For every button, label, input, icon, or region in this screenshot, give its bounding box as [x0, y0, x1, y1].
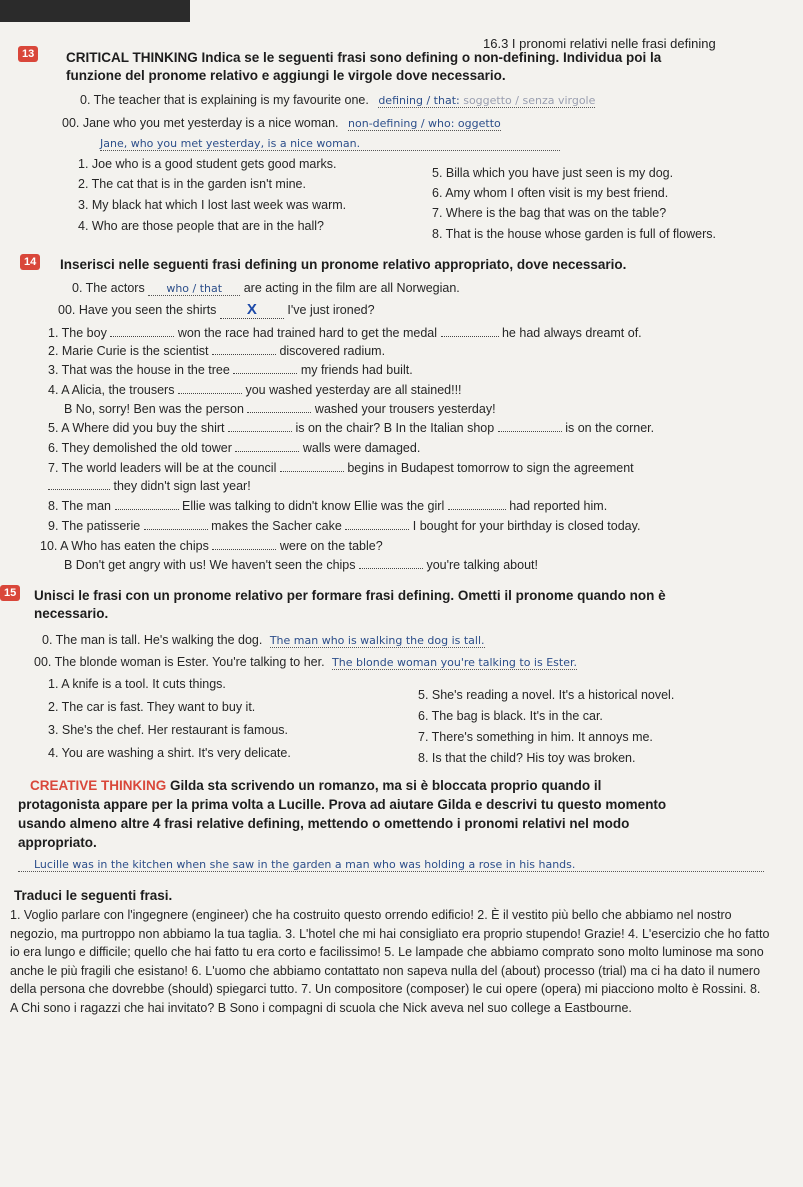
ex15-item-3: 3. She's the chef. Her restaurant is famous.: [48, 723, 289, 737]
ex14-item-1-c: he had always dreamt of.: [501, 326, 642, 340]
ex14-item-1-b: won the race had trained hard to get the medal: [177, 326, 438, 340]
ex14-item-10-d: you're talking about!: [426, 558, 538, 572]
ex14-item-3: [48, 362, 413, 377]
ex16-instruction-line2: protagonista appare per la prima volta a Lucille. Prova ad aiutare Gilda e descrivi tu questo momento: [18, 797, 667, 812]
ex15-number: 15: [0, 585, 20, 601]
ex15-item-6: 6. The bag is black. It's in the car.: [418, 709, 603, 723]
answer-blank[interactable]: [247, 401, 311, 413]
answer-blank[interactable]: [228, 420, 292, 432]
ex14-item-10a: [40, 538, 383, 553]
ex13-item-7: 7. Where is the bag that was on the table?: [432, 206, 667, 220]
ex14-example00-answer: X: [246, 301, 257, 318]
ex13-item-2: 2. The cat that is in the garden isn't mine.: [78, 177, 306, 191]
ex15-item-7: 7. There's something in him. It annoys me.: [418, 730, 653, 744]
answer-blank[interactable]: [178, 382, 242, 394]
ex13-tag: CRITICAL THINKING: [66, 50, 198, 65]
ex14-item-10-b: were on the table?: [279, 539, 383, 553]
ex17-text: 1. Voglio parlare con l'ingegnere (engineer) che ha costruito questo orrendo edificio! 2. È il vestito più bello che abbiamo nel nostro negozio, ma purtroppo non abbiamo la tua taglia. 3. L'hotel che mi hai consigliato era proprio stupendo! Grazie! 4. L'esercizio che ho fatto io era lungo e difficile; quello che hai fatto tu era corto e facilissimo! 5. Le lampade che abbiamo comprato sono molto luminose ma sono anche le più fragili che esistano! 6. L'uomo che abbiamo contattato non sapeva nulla del (about) processo (trial) ma ci ha dato il numero della persona che dovrebbe (should) spiegarci tutto. 7. Un compositore (composer) le cui opere (opera) mi piacciono molto è Rossini. 8. A Chi sono i ragazzi che hai invitato? B Sono i compagni di scuola che Nick aveva nel suo college a Eastbourne.: [10, 908, 770, 1015]
answer-blank[interactable]: [359, 557, 423, 569]
ex13-instruction-text: Indica se le seguenti frasi sono defining o non-defining. Individua poi la: [201, 50, 662, 65]
ex14-item-10-a: 10. A Who has eaten the chips: [40, 539, 209, 553]
ex14-item-9: [48, 518, 640, 533]
section-title: 16.3 I pronomi relativi nelle frasi defining: [483, 36, 716, 51]
ex14-item-4-b: you washed yesterday are all stained!!!: [245, 383, 462, 397]
ex16-instruction-line1: [30, 778, 601, 793]
ex14-item-7b: [48, 478, 251, 493]
ex13-item-6: 6. Amy whom I often visit is my best friend.: [432, 186, 669, 200]
ex14-number-badge: [20, 252, 40, 270]
ex13-instruction-line2: funzione del pronome relativo e aggiungi le virgole dove necessario.: [66, 68, 506, 83]
ex14-item-3-b: my friends had built.: [300, 363, 413, 377]
ex14-example0-b: are acting in the film are all Norwegian.: [243, 281, 460, 295]
ex15-example00-answer: The blonde woman you're talking to is Ester.: [332, 656, 577, 669]
ex14-example00-a: 00. Have you seen the shirts: [58, 303, 217, 317]
ex15-example0-answer: The man who is walking the dog is tall.: [269, 634, 485, 647]
ex15-number-badge: [0, 583, 20, 601]
ex14-item-8: [48, 498, 607, 513]
ex14-item-9-a: 9. The patisserie: [48, 519, 141, 533]
ex14-item-8-b: Ellie was talking to didn't know Ellie was the girl: [181, 499, 445, 513]
ex13-example0-sentence: 0. The teacher that is explaining is my favourite one.: [80, 93, 369, 107]
answer-blank[interactable]: [235, 440, 299, 452]
ex14-number: 14: [20, 254, 40, 270]
ex14-item-4-c: B No, sorry! Ben was the person: [64, 402, 244, 416]
ex13-example0-answer: defining / that: soggetto / senza virgole: [378, 94, 596, 107]
ex15-instruction-line1: Unisci le frasi con un pronome relativo per formare frasi defining. Ometti il pronome quando non è: [34, 588, 666, 603]
ex13-example0: [80, 93, 595, 107]
ex14-item-2-b: discovered radium.: [279, 344, 386, 358]
ex16-answer-line: [18, 858, 764, 872]
ex16-instruction-line4: appropriato.: [18, 835, 97, 850]
ex15-item-4: 4. You are washing a shirt. It's very delicate.: [48, 746, 291, 760]
ex14-example0: [72, 281, 460, 296]
ex13-example00: [62, 116, 501, 130]
ex14-item-9-c: I bought for your birthday is closed today.: [412, 519, 641, 533]
ex14-item-7a: [48, 460, 634, 475]
ex14-item-8-a: 8. The man: [48, 499, 112, 513]
answer-blank[interactable]: [110, 325, 174, 337]
ex14-item-4b: [64, 401, 496, 416]
answer-blank[interactable]: [345, 518, 409, 530]
ex15-example00: [34, 655, 577, 669]
answer-blank[interactable]: [448, 498, 506, 510]
ex15-item-5: 5. She's reading a novel. It's a historical novel.: [418, 688, 675, 702]
answer-blank[interactable]: [48, 478, 110, 490]
ex14-item-5-b: is on the chair? B In the Italian shop: [295, 421, 495, 435]
ex14-item-8-c: had reported him.: [509, 499, 608, 513]
ex14-item-6-a: 6. They demolished the old tower: [48, 441, 232, 455]
ex14-item-7-c: they didn't sign last year!: [113, 479, 251, 493]
ex14-example0-answer: who / that: [148, 282, 240, 296]
ex14-item-1-a: 1. The boy: [48, 326, 107, 340]
ex14-example00: [58, 301, 375, 319]
ex14-item-7-b: begins in Budapest tomorrow to sign the agreement: [347, 461, 634, 475]
ex14-item-4-a: 4. A Alicia, the trousers: [48, 383, 175, 397]
ex14-item-3-a: 3. That was the house in the tree: [48, 363, 230, 377]
ex16-instruction-line3: usando almeno altre 4 frasi relative defining, mettendo o omettendo i pronomi relativi nel modo: [18, 816, 630, 831]
ex14-example00-answer-box: [220, 301, 284, 319]
answer-blank[interactable]: [115, 498, 179, 510]
header-decoration: [0, 0, 190, 22]
ex15-item-2: 2. The car is fast. They want to buy it.: [48, 700, 256, 714]
ex14-item-10b: [64, 557, 538, 572]
ex14-item-5-c: is on the corner.: [565, 421, 655, 435]
ex15-example00-sentence: 00. The blonde woman is Ester. You're talking to her.: [34, 655, 325, 669]
answer-blank[interactable]: [498, 420, 562, 432]
ex13-example00-sentence: 00. Jane who you met yesterday is a nice woman.: [62, 116, 339, 130]
ex13-example00-corrected-wrap: [100, 134, 560, 152]
ex13-item-5: 5. Billa which you have just seen is my dog.: [432, 166, 674, 180]
ex14-example0-a: 0. The actors: [72, 281, 145, 295]
ex14-item-9-b: makes the Sacher cake: [211, 519, 342, 533]
ex16-instruction-text: Gilda sta scrivendo un romanzo, ma si è bloccata proprio quando il: [170, 778, 602, 793]
ex13-example00-answer: non-defining / who: oggetto: [348, 117, 501, 130]
ex14-item-2: [48, 343, 385, 358]
ex13-instruction-line1: [66, 50, 661, 65]
ex14-item-5: [48, 420, 654, 435]
ex15-item-8: 8. Is that the child? His toy was broken.: [418, 751, 636, 765]
ex13-example00-corrected: Jane, who you met yesterday, is a nice woman.: [100, 137, 560, 151]
ex16-tag: CREATIVE THINKING: [30, 778, 167, 793]
ex15-example0-sentence: 0. The man is tall. He's walking the dog.: [42, 633, 263, 647]
ex17-title: Traduci le seguenti frasi.: [14, 888, 173, 903]
ex13-number: 13: [18, 46, 38, 62]
ex14-item-7-a: 7. The world leaders will be at the council: [48, 461, 277, 475]
ex14-item-4-d: washed your trousers yesterday!: [314, 402, 496, 416]
ex14-example00-b: I've just ironed?: [287, 303, 375, 317]
ex14-item-4a: [48, 382, 462, 397]
ex13-item-4: 4. Who are those people that are in the hall?: [78, 219, 324, 233]
ex14-item-5-a: 5. A Where did you buy the shirt: [48, 421, 225, 435]
ex16-answer: Lucille was in the kitchen when she saw in the garden a man who was holding a rose in his hands.: [18, 858, 764, 872]
answer-blank[interactable]: [144, 518, 208, 530]
ex13-number-badge: [18, 44, 38, 62]
answer-blank[interactable]: [212, 343, 276, 355]
ex15-instruction-line2: necessario.: [34, 606, 109, 621]
ex14-item-1: [48, 325, 642, 340]
ex15-example0: [42, 633, 485, 647]
ex14-item-6: [48, 440, 420, 455]
ex14-instruction: Inserisci nelle seguenti frasi defining un pronome relativo appropriato, dove necessario.: [60, 257, 627, 272]
ex13-item-3: 3. My black hat which I lost last week was warm.: [78, 198, 347, 212]
answer-blank[interactable]: [441, 325, 499, 337]
ex14-item-6-b: walls were damaged.: [302, 441, 421, 455]
ex14-item-2-a: 2. Marie Curie is the scientist: [48, 344, 209, 358]
ex13-item-8: 8. That is the house whose garden is full of flowers.: [432, 227, 716, 241]
ex13-item-1: 1. Joe who is a good student gets good marks.: [78, 157, 337, 171]
answer-blank[interactable]: [233, 362, 297, 374]
answer-blank[interactable]: [212, 538, 276, 550]
ex14-item-10-c: B Don't get angry with us! We haven't seen the chips: [64, 558, 356, 572]
ex15-item-1: 1. A knife is a tool. It cuts things.: [48, 677, 226, 691]
answer-blank[interactable]: [280, 460, 344, 472]
